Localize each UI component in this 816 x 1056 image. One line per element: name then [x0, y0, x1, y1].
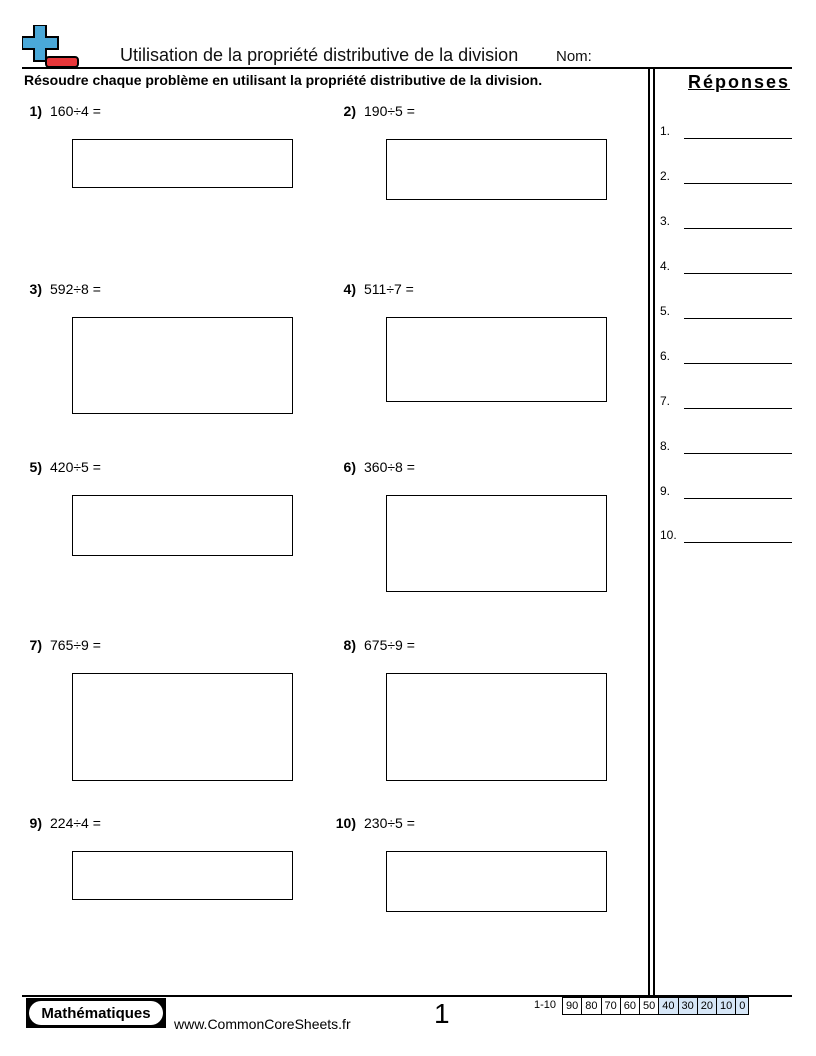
answer-label: 3. — [660, 214, 671, 228]
problem-2 — [334, 103, 415, 119]
answer-row — [660, 484, 792, 504]
score-cell: 70 — [601, 997, 621, 1015]
problem-6 — [334, 459, 415, 475]
page-number: 1 — [434, 998, 450, 1029]
work-box[interactable] — [72, 317, 293, 414]
problem-expression: 511÷7 = — [364, 281, 414, 297]
work-box[interactable] — [386, 851, 607, 912]
answer-label: 5. — [660, 304, 671, 318]
answer-row — [660, 124, 792, 144]
work-box[interactable] — [386, 495, 607, 592]
answer-label: 8. — [660, 439, 671, 453]
problem-number: 6) — [343, 459, 356, 475]
header-divider — [22, 67, 792, 69]
problem-number: 10) — [335, 815, 356, 831]
answer-label: 1. — [660, 124, 671, 138]
work-box[interactable] — [72, 139, 293, 188]
score-range-label: 1-10 — [534, 999, 557, 1011]
work-box[interactable] — [72, 495, 293, 556]
answer-row — [660, 394, 792, 414]
score-cell: 90 — [562, 997, 582, 1015]
answer-label: 10. — [660, 528, 677, 542]
problem-expression: 160÷4 = — [50, 103, 101, 119]
answer-label: 4. — [660, 259, 671, 273]
problem-number: 4) — [343, 281, 356, 297]
problem-number: 9) — [29, 815, 42, 831]
score-cell: 10 — [716, 997, 736, 1015]
score-cell: 0 — [735, 997, 749, 1015]
column-divider — [648, 68, 655, 996]
problem-expression: 190÷5 = — [364, 103, 415, 119]
answer-row — [660, 214, 792, 234]
score-cell: 40 — [658, 997, 678, 1015]
answer-line[interactable] — [684, 363, 792, 364]
problem-7 — [20, 637, 101, 653]
brand-badge — [26, 998, 166, 1028]
answer-row — [660, 259, 792, 279]
score-cell: 20 — [697, 997, 717, 1015]
page-title: Utilisation de la propriété distributive de la division — [120, 45, 519, 65]
answer-line[interactable] — [684, 542, 792, 543]
answer-label: 7. — [660, 394, 671, 408]
problem-4 — [334, 281, 414, 297]
problem-5 — [20, 459, 101, 475]
answer-line[interactable] — [684, 318, 792, 319]
problem-expression: 675÷9 = — [364, 637, 415, 653]
problem-1 — [20, 103, 101, 119]
problem-10 — [334, 815, 415, 831]
instructions: Résoudre chaque problème en utilisant la propriété distributive de la division. — [24, 72, 543, 88]
work-box[interactable] — [386, 139, 607, 200]
problem-expression: 592÷8 = — [50, 281, 101, 297]
work-box[interactable] — [386, 317, 607, 402]
problem-number: 2) — [343, 103, 356, 119]
name-label: Nom: — [556, 48, 592, 65]
problem-number: 8) — [343, 637, 356, 653]
problem-expression: 360÷8 = — [364, 459, 415, 475]
problem-9 — [20, 815, 101, 831]
problem-expression: 420÷5 = — [50, 459, 101, 475]
problem-number: 7) — [29, 637, 42, 653]
answer-row — [660, 169, 792, 189]
answer-row — [660, 528, 792, 548]
problem-number: 3) — [29, 281, 42, 297]
website-link[interactable]: www.CommonCoreSheets.fr — [174, 1016, 351, 1032]
score-cell: 50 — [639, 997, 659, 1015]
answer-line[interactable] — [684, 453, 792, 454]
answer-row — [660, 304, 792, 324]
problem-3 — [20, 281, 101, 297]
answer-label: 9. — [660, 484, 671, 498]
problem-8 — [334, 637, 415, 653]
score-cell: 80 — [581, 997, 601, 1015]
problem-expression: 230÷5 = — [364, 815, 415, 831]
answer-line[interactable] — [684, 273, 792, 274]
answer-line[interactable] — [684, 228, 792, 229]
work-box[interactable] — [386, 673, 607, 781]
answer-line[interactable] — [684, 183, 792, 184]
plus-minus-logo-icon — [22, 25, 80, 69]
work-box[interactable] — [72, 851, 293, 900]
problem-expression: 224÷4 = — [50, 815, 101, 831]
answer-label: 2. — [660, 169, 671, 183]
brand-label: Mathématiques — [29, 1001, 163, 1025]
score-cell: 30 — [678, 997, 698, 1015]
answer-row — [660, 349, 792, 369]
score-cell: 60 — [620, 997, 640, 1015]
answer-label: 6. — [660, 349, 671, 363]
problem-number: 1) — [29, 103, 42, 119]
work-box[interactable] — [72, 673, 293, 781]
answer-line[interactable] — [684, 498, 792, 499]
answers-title: Réponses — [688, 72, 791, 92]
answer-line[interactable] — [684, 408, 792, 409]
answer-line[interactable] — [684, 138, 792, 139]
score-table — [563, 997, 749, 1015]
problem-number: 5) — [29, 459, 42, 475]
answer-row — [660, 439, 792, 459]
problem-expression: 765÷9 = — [50, 637, 101, 653]
